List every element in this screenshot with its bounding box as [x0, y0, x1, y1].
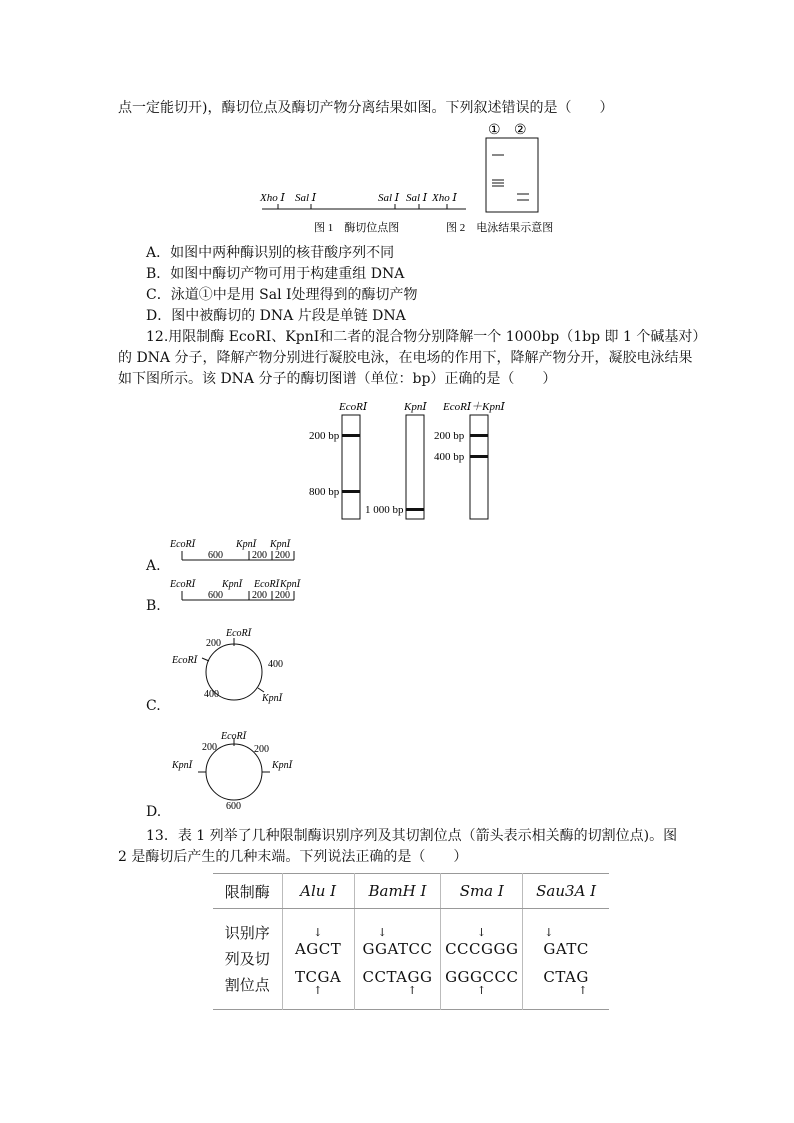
svg-text:200: 200 — [206, 638, 221, 649]
q11-option-c: C．泳道①中是用 Sal Ⅰ处理得到的酶切产物 — [146, 287, 418, 303]
gel-lane-2-title: KpnⅠ — [404, 401, 427, 413]
gel-lane-1-label-200: 200 bp — [309, 430, 340, 442]
q12-option-b-map — [166, 576, 306, 606]
q12-option-c-map — [166, 622, 296, 710]
svg-text:EcoRⅠ: EcoRⅠ — [254, 579, 280, 590]
table-header-bamh: BamH Ⅰ — [354, 874, 441, 909]
q12-option-d-map — [166, 726, 296, 816]
table-header-sma: Sma Ⅰ — [441, 874, 523, 909]
table-header-sau3a: Sau3A Ⅰ — [523, 874, 609, 909]
table-cell-sma: ↓ CCCGGG GGGCCC ↑ — [441, 909, 523, 1010]
svg-text:400: 400 — [204, 689, 219, 700]
svg-text:EcoRⅠ: EcoRⅠ — [221, 731, 247, 742]
svg-text:KpnⅠ: KpnⅠ — [172, 760, 193, 771]
svg-text:200: 200 — [275, 590, 290, 601]
svg-text:KpnⅠ: KpnⅠ — [272, 760, 293, 771]
svg-text:200: 200 — [252, 550, 267, 561]
svg-text:600: 600 — [208, 550, 223, 561]
q11-option-d: D．图中被酶切的 DNA 片段是单链 DNA — [146, 308, 406, 324]
gel-lane-1-label-800: 800 bp — [309, 486, 340, 498]
svg-text:EcoRⅠ: EcoRⅠ — [226, 628, 252, 639]
gel-lane-2-label-1000: 1 000 bp — [365, 504, 404, 516]
gel-lane-3-label-400: 400 bp — [434, 451, 465, 463]
q12-option-a-map — [166, 536, 306, 566]
table-cell-sau3a: ↓ GATC CTAG ↑ — [523, 909, 609, 1010]
svg-text:EcoRⅠ: EcoRⅠ — [170, 579, 196, 590]
q12-line-1: 12.用限制酶 EcoRⅠ、KpnⅠ和二者的混合物分别降解一个 1000bp（1bp 即 1 个碱基对） — [146, 329, 707, 345]
fig1-site-xho-left: Xho Ⅰ — [260, 192, 285, 204]
table-header-alu: Alu Ⅰ — [282, 874, 354, 909]
svg-text:KpnⅠ: KpnⅠ — [280, 579, 301, 590]
fig2-lane-1-label: ① — [488, 123, 501, 138]
svg-text:200: 200 — [254, 744, 269, 755]
fig1-site-sal-2: Sal Ⅰ — [378, 192, 400, 204]
svg-text:600: 600 — [208, 590, 223, 601]
svg-text:600: 600 — [226, 801, 241, 812]
svg-text:KpnⅠ: KpnⅠ — [222, 579, 243, 590]
gel-lane-2-band-1000 — [406, 508, 424, 511]
gel-lane-3-band-200 — [470, 434, 488, 437]
svg-text:400: 400 — [268, 659, 283, 670]
gel-lane-3-label-200: 200 bp — [434, 430, 465, 442]
svg-text:KpnⅠ: KpnⅠ — [236, 539, 257, 550]
svg-text:EcoRⅠ: EcoRⅠ — [172, 655, 198, 666]
gel-lane-3-title: EcoRⅠ＋KpnⅠ — [443, 401, 505, 413]
svg-text:KpnⅠ: KpnⅠ — [262, 693, 283, 704]
q12-line-3: 如下图所示。该 DNA 分子的酶切图谱（单位：bp）正确的是（ ） — [118, 371, 557, 387]
q11-intro: 点一定能切开)，酶切位点及酶切产物分离结果如图。下列叙述错误的是（ ） — [118, 100, 614, 116]
q12-gel-figure — [300, 395, 525, 525]
fig2-electrophoresis — [440, 118, 590, 242]
fig1-site-sal-1: Sal Ⅰ — [295, 192, 317, 204]
svg-text:200: 200 — [252, 590, 267, 601]
gel-lane-1-band-800 — [342, 490, 360, 493]
gel-lane-1-band-200 — [342, 434, 360, 437]
q13-line-1: 13．表 1 列举了几种限制酶识别序列及其切割位点（箭头表示相关酶的切割位点)。图 — [146, 828, 678, 844]
svg-text:200: 200 — [202, 742, 217, 753]
fig1-caption: 图 1 酶切位点图 — [314, 222, 400, 234]
table-row-label: 识别序 列及切 割位点 — [224, 924, 270, 994]
q11-option-b: B．如图中酶切产物可用于构建重组 DNA — [146, 266, 405, 282]
fig1-site-sal-3: Sal Ⅰ — [406, 192, 428, 204]
q11-option-a: A．如图中两种酶识别的核苷酸序列不同 — [146, 245, 395, 261]
q12-option-b-label: B. — [146, 598, 161, 614]
fig1-site-xho-right: Xho Ⅰ — [432, 192, 457, 204]
q12-line-2: 的 DNA 分子，降解产物分别进行凝胶电泳，在电场的作用下，降解产物分开，凝胶电泳结果 — [118, 350, 693, 366]
gel-lane-3-band-400 — [470, 455, 488, 458]
q12-option-a-label: A. — [146, 558, 161, 574]
table-cell-alu: ↓ AGCT TCGA ↑ — [282, 909, 354, 1010]
gel-lane-1-title: EcoRⅠ — [339, 401, 368, 413]
q12-option-d-label: D. — [146, 804, 162, 820]
svg-text:KpnⅠ: KpnⅠ — [270, 539, 291, 550]
enzyme-table — [213, 873, 609, 1010]
table-cell-bamh: ↓ GGATCC CCTAGG ↑ — [354, 909, 441, 1010]
q12-option-c-label: C. — [146, 698, 161, 714]
fig2-lane-2-label: ② — [514, 123, 527, 138]
fig2-caption: 图 2 电泳结果示意图 — [446, 222, 554, 234]
svg-text:200: 200 — [275, 550, 290, 561]
q13-line-2: 2 是酶切后产生的几种末端。下列说法正确的是（ ） — [118, 849, 468, 865]
svg-text:EcoRⅠ: EcoRⅠ — [170, 539, 196, 550]
table-header-enzyme: 限制酶 — [213, 874, 282, 909]
